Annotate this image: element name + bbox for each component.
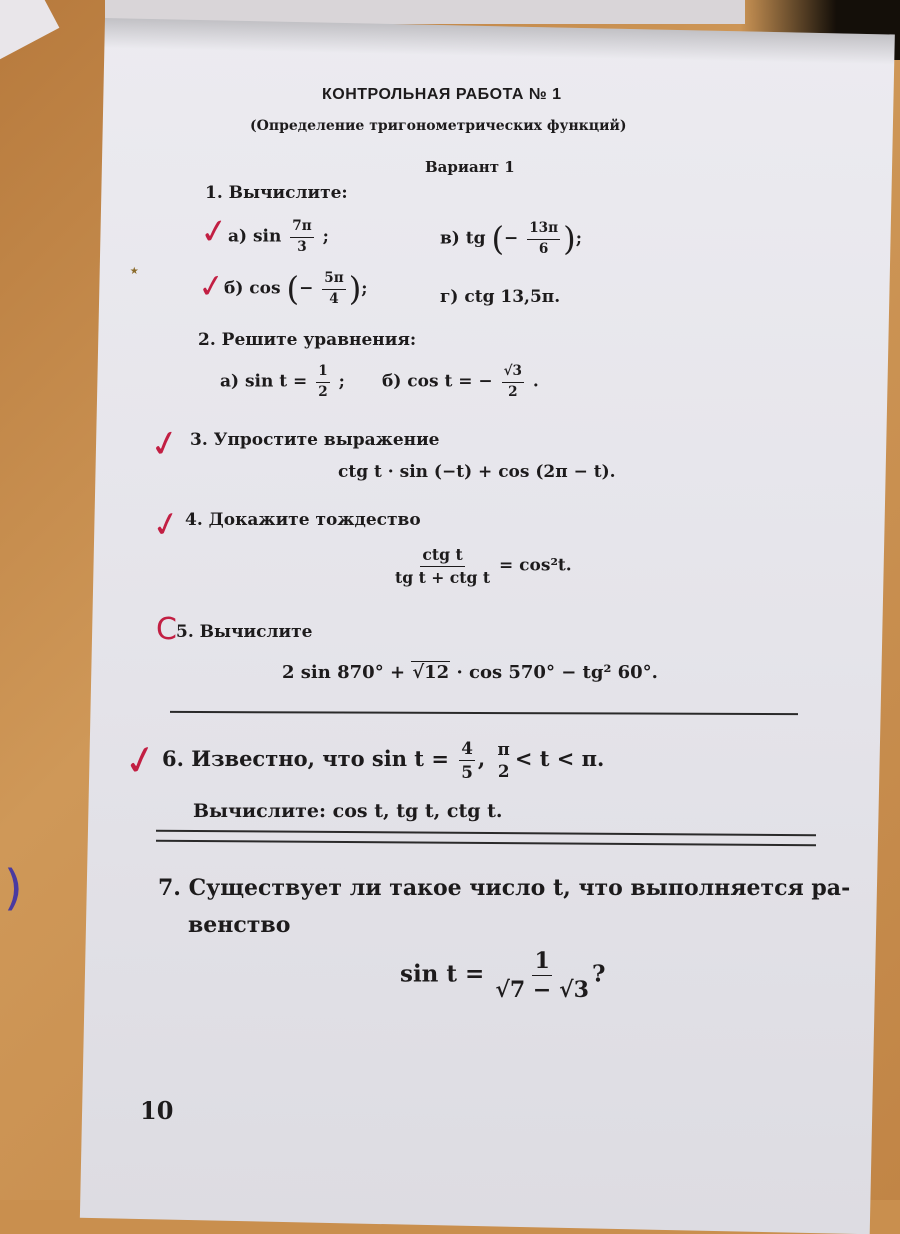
task1-b-paren-open: (: [286, 269, 300, 308]
task1-v-paren-open: (: [491, 219, 505, 258]
task4-num: ctg t: [420, 547, 464, 567]
task7-fraction: [495, 948, 589, 1004]
task1-a-end: ;: [322, 226, 329, 247]
task5-expr-start: 2 sin 870° +: [282, 662, 412, 683]
task1-b-fraction: [322, 272, 345, 306]
task2-a: [220, 365, 345, 399]
task6-range-end: < t < π.: [514, 745, 605, 771]
task6-heading: 6. Известно, что sin t =: [162, 745, 449, 771]
task1-b-paren-close: ): [348, 269, 362, 308]
page-title: КОНТРОЛЬНАЯ РАБОТА № 1: [322, 86, 562, 103]
task7-end: ?: [591, 960, 606, 988]
task4-heading: 4. Докажите тождество: [185, 510, 421, 530]
task1-a-den: 3: [297, 238, 307, 255]
check-mark-icon: ✓: [148, 502, 185, 548]
task1-a-label: а) sin: [228, 226, 282, 247]
task1-b-end: ;: [361, 278, 368, 299]
task1-b: [224, 269, 368, 308]
task1-v-minus: −: [504, 228, 519, 249]
task2-a-label: а) sin t =: [220, 371, 308, 392]
task6-line2: Вычислите: cos t, tg t, ctg t.: [193, 800, 503, 822]
task1-v-num: 13π: [527, 222, 560, 240]
task3-expression: ctg t · sin (−t) + cos (2π − t).: [338, 462, 616, 482]
page-number: 10: [140, 1096, 174, 1125]
task1-heading: 1. Вычислите:: [205, 183, 348, 203]
task2-b-fraction: [502, 365, 524, 399]
task2-b-end: .: [532, 371, 539, 392]
task1-b-den: 4: [329, 290, 339, 307]
task2-b: [382, 365, 539, 399]
task1-a: [228, 220, 329, 254]
task7-equation: [400, 948, 606, 1004]
task6-condition: [162, 740, 604, 781]
task1-a-fraction: [290, 220, 313, 254]
task4-rhs: = cos²t.: [499, 555, 572, 576]
check-mark-icon: ✓: [197, 210, 232, 254]
task5-sqrt: √12: [412, 662, 450, 683]
check-mark-icon: ✓: [195, 265, 228, 307]
task1-a-num: 7π: [290, 220, 313, 238]
task3-heading: 3. Упростите выражение: [190, 430, 440, 450]
margin-bracket-icon: ): [4, 860, 23, 916]
task1-v-paren-close: ): [563, 219, 576, 258]
task6-pi-num: π: [497, 738, 510, 759]
task7-line1: 7. Существует ли такое число t, что выполняется ра-: [158, 875, 851, 901]
task1-v-end: ;: [575, 228, 582, 249]
task6-den: 5: [461, 761, 473, 782]
task7-lhs: sin t =: [400, 960, 485, 988]
task1-b-minus: −: [299, 278, 314, 299]
task2-a-fraction: [316, 365, 329, 399]
task6-sep: ,: [477, 745, 486, 771]
task6-pi-fraction: [496, 738, 512, 782]
task7-line2: венство: [188, 912, 291, 938]
task4-den: tg t + ctg t: [395, 567, 491, 587]
task1-v: [440, 219, 582, 258]
task1-v-label: в) tg: [440, 228, 486, 249]
task6-fraction: [459, 740, 475, 781]
task1-v-fraction: [527, 222, 560, 256]
task1-v-den: 6: [538, 240, 549, 257]
task4-identity: [392, 547, 572, 585]
task2-heading: 2. Решите уравнения:: [198, 330, 417, 350]
task5-expr-end: · cos 570° − tg² 60°.: [450, 662, 658, 683]
variant-label: Вариант 1: [425, 158, 515, 176]
task6-num: 4: [459, 740, 475, 761]
task2-b-num: √3: [502, 365, 524, 383]
page-subtitle: (Определение тригонометрических функций): [250, 118, 627, 134]
task5-expression: [282, 662, 658, 683]
task1-b-label: б) cos: [224, 278, 281, 299]
task7-den: √7 − √3: [495, 977, 589, 1004]
task5-heading: 5. Вычислите: [176, 622, 313, 642]
check-mark-icon: ✓: [146, 421, 185, 468]
c-mark-icon: С: [156, 612, 177, 647]
check-mark-icon: ✓: [119, 735, 162, 787]
task2-b-label: б) cos t = −: [382, 371, 493, 392]
task2-a-den: 2: [318, 383, 328, 400]
task2-a-num: 1: [316, 365, 329, 383]
task1-g: г) ctg 13,5π.: [440, 287, 561, 307]
star-mark-icon: ⋆: [128, 258, 141, 282]
task6-pi-den: 2: [497, 761, 510, 782]
task2-b-den: 2: [508, 383, 518, 400]
task2-a-end: ;: [338, 371, 345, 392]
task7-num: 1: [532, 950, 551, 976]
task4-fraction: [395, 547, 490, 585]
task1-b-num: 5π: [322, 272, 345, 290]
